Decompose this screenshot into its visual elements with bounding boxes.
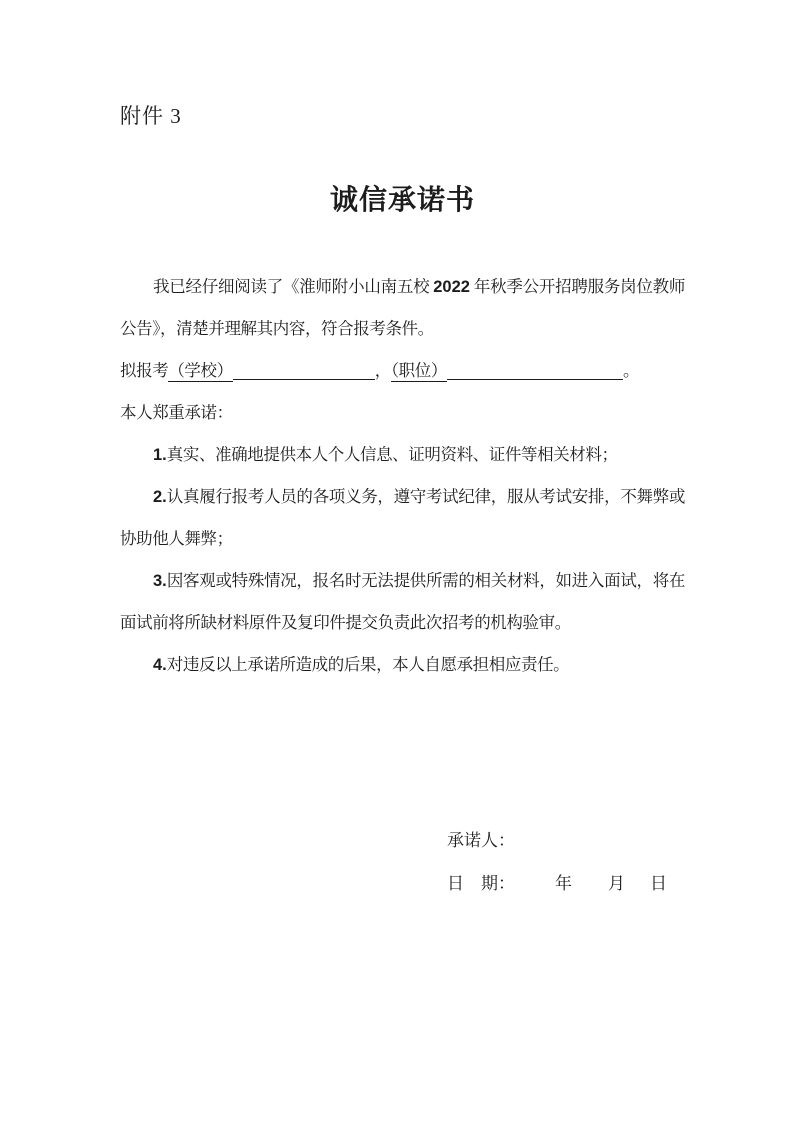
intro-year-value: 2022: [433, 278, 470, 296]
promise-text: 对违反以上承诺所造成的后果，本人自愿承担相应责任。: [166, 655, 570, 674]
promise-number: 3.: [153, 572, 167, 590]
promise-item-1: [120, 434, 685, 476]
position-label: （职位）: [390, 361, 447, 380]
promise-text: 认真履行报考人员的各项义务，遵守考试纪律，服从考试安排，不舞弊或协助他人舞弊；: [120, 487, 685, 548]
document-body: [120, 266, 685, 686]
intro-text-after-year: 年秋季公开招聘服务岗位教师公告》，清楚并理解其内容，符合报考条件。: [120, 277, 685, 338]
school-label: （学校）: [168, 361, 233, 380]
month-unit-label: 月: [608, 874, 625, 893]
promise-heading: 本人郑重承诺：: [120, 403, 233, 422]
promiser-line: [447, 819, 685, 862]
promise-item-3: [120, 560, 685, 644]
apply-line: [120, 350, 685, 392]
intro-text-before-year: 我已经仔细阅读了《淮师附小山南五校: [153, 277, 434, 296]
attachment-label: 附件 3: [120, 104, 182, 128]
date-line: [447, 862, 685, 905]
school-blank-field[interactable]: [233, 379, 375, 380]
promise-item-4: [120, 644, 685, 686]
apply-prefix: 拟报考: [120, 361, 169, 380]
signature-block: [120, 819, 685, 905]
promise-number: 2.: [153, 488, 167, 506]
apply-terminator: 。: [622, 361, 640, 380]
date-label: 日 期：: [447, 874, 515, 893]
promiser-label: 承诺人：: [447, 831, 515, 850]
position-blank-field[interactable]: [447, 379, 623, 380]
promise-number: 1.: [153, 446, 167, 464]
promise-item-2: [120, 476, 685, 560]
promise-text: 因客观或特殊情况，报名时无法提供所需的相关材料，如进入面试，将在面试前将所缺材料原件及复印件提交负责此次招考的机构验审。: [120, 571, 685, 632]
promise-number: 4.: [153, 656, 167, 674]
intro-paragraph: [120, 266, 685, 350]
document-title: 诚信承诺书: [329, 184, 475, 215]
promise-text: 真实、准确地提供本人个人信息、证明资料、证件等相关材料；: [166, 445, 618, 464]
apply-separator: ，: [374, 361, 391, 380]
day-unit-label: 日: [650, 874, 667, 893]
year-unit-label: 年: [555, 874, 572, 893]
